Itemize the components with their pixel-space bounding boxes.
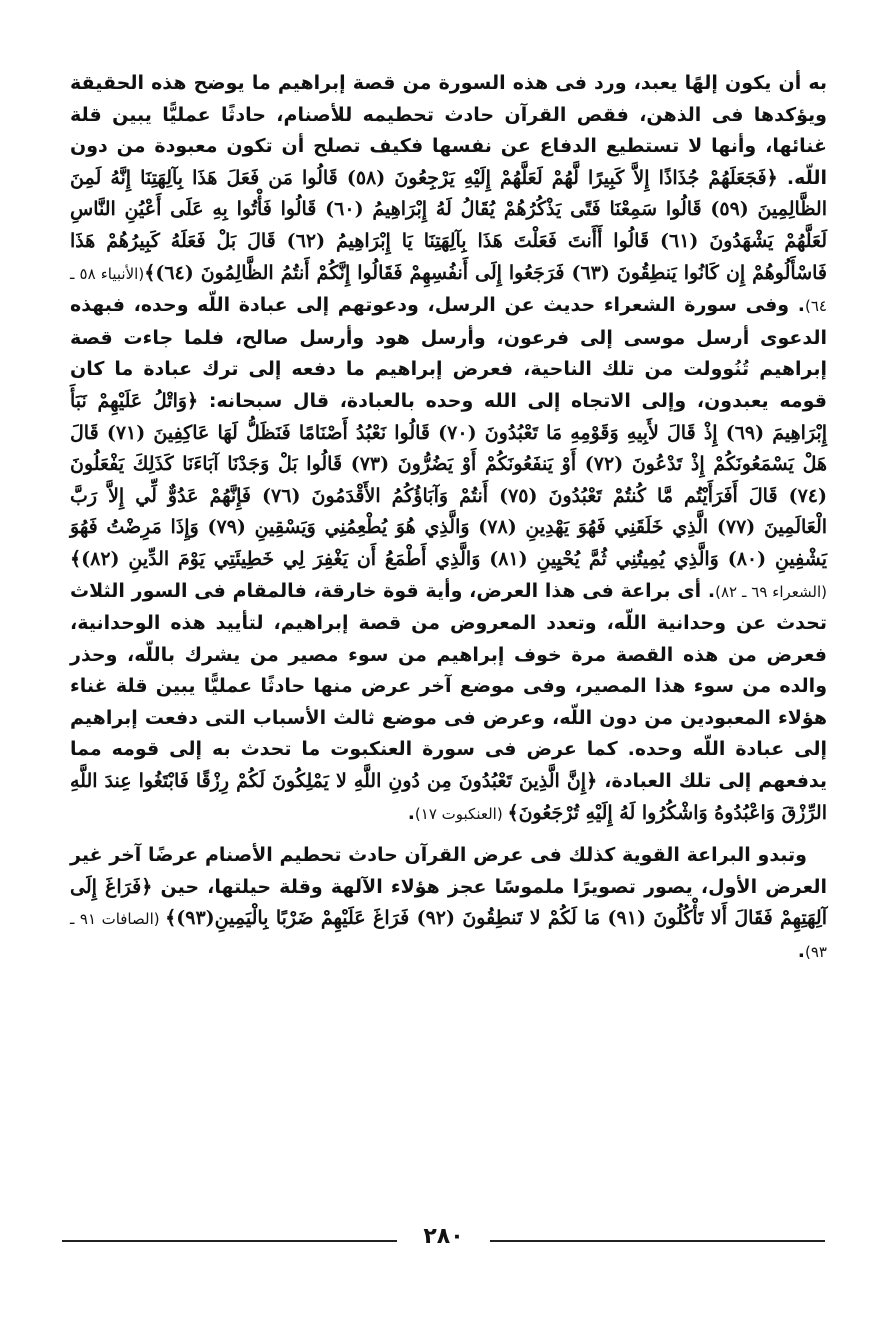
footer-rule-right	[490, 1240, 825, 1242]
page-number: ٢٨٠	[423, 1224, 464, 1249]
paragraph-text: . أى براعة فى هذا العرض، وأية قوة خارقة، فالمقام فى السور الثلاث تحدث عن وحدانية اللّه، وتعدد المعروض من قصة إبراهيم، لتأييد هذه الوحدانية، فعرض من هذه القصة مرة خوف إبراهيم من سوء مصير من يشرك باللّه، وحذر والده من سوء هذا المصير، وفى موضع آخر عرض منها حادثًا عمليًّا يبين قلة غناء هؤلاء المعبودين من دون اللّه، وعرض فى موضع ثالث الأسباب التى دفعت إبراهيم إلى عبادة اللّه وحده. كما عرض فى سورة العنكبوت ما تحدث به إلى قومه مما يدفعهم إلى تلك العبادة،	[70, 579, 827, 793]
verse-reference: (الصافات ٩١ ـ ٩٣)	[70, 910, 827, 962]
footer-rule-left	[62, 1240, 397, 1242]
paragraph-text: به أن يكون إلهًا يعبد، ورد فى هذه السورة من قصة إبراهيم ما يوضح هذه الحقيقة ويؤكدها فى الذهن، فقص القرآن حادث تحطيمه للأصنام، حادثًا عمليًّا يبين قلة غنائها، وأنها لا تستطيع الدفاع عن نفسها فكيف تصلح أن تكون معبودة من دون اللّه.	[70, 72, 828, 189]
quran-verse: ﴿فَرَاغَ إِلَى آلِهَتِهِمْ فَقَالَ أَلا تَأْكُلُونَ (٩١) مَا لَكُمْ لا تَنطِقُونَ (٩٢) فَرَاغَ عَلَيْهِمْ ضَرْبًا بِالْيَمِينِ(٩٣)﴾	[70, 875, 827, 930]
paragraph-text: .	[797, 940, 806, 963]
verse-reference: (الشعراء ٦٩ ـ ٨٢)	[715, 582, 827, 601]
verse-reference: (العنكبوت ١٧)	[414, 804, 508, 823]
paragraph	[70, 68, 827, 830]
paragraph-text: . وفى سورة الشعراء حديث عن الرسل، ودعوتهم إلى عبادة اللّه وحده، فبهذه الدعوى أرسل موسى إلى فرعون، وأرسل هود وأرسل صالح، فلما جاءت قصة إبراهيم تُنُوولت من تلك الناحية، فعرض إبراهيم ما دفعه إلى ترك عبادة ما كان قومه يعبدون، وإلى الاتجاه إلى الله وحده بالعبادة، قال سبحانه:	[70, 294, 827, 412]
paragraph	[70, 840, 827, 968]
paragraph-text: .	[407, 801, 415, 824]
body-text	[70, 68, 827, 969]
quran-verse: ﴿وَاتْلُ عَلَيْهِمْ نَبَأَ إِبْرَاهِيمَ (٦٩) إِذْ قَالَ لأَبِيهِ وَقَوْمِهِ مَا تَعْبُدُونَ (٧٠) قَالُوا نَعْبُدُ أَصْنَامًا فَنَظَلُّ لَهَا عَاكِفِينَ (٧١) قَالَ هَلْ يَسْمَعُونَكُمْ إِذْ تَدْعُونَ (٧٢) أَوْ يَنفَعُونَكُمْ أَوْ يَضُرُّونَ (٧٣) قَالُوا بَلْ وَجَدْنَا آبَاءَنَا كَذَلِكَ يَفْعَلُونَ (٧٤) قَالَ أَفَرَأَيْتُم مَّا كُنتُمْ تَعْبُدُونَ (٧٥) أَنتُمْ وَآبَاؤُكُمُ الأَقْدَمُونَ (٧٦) فَإِنَّهُمْ عَدُوٌّ لِّي إِلاَّ رَبَّ الْعَالَمِينَ (٧٧) الَّذِي خَلَقَنِي فَهُوَ يَهْدِينِ (٧٨) وَالَّذِي هُوَ يُطْعِمُنِي وَيَسْقِينِ (٧٩) وَإِذَا مَرِضْتُ فَهُوَ يَشْفِينِ (٨٠) وَالَّذِي يُمِيتُنِي ثُمَّ يُحْيِينِ (٨١) وَالَّذِي أَطْمَعُ أَن يَغْفِرَ لِي خَطِيئَتِي يَوْمَ الدِّينِ (٨٢)﴾	[70, 389, 828, 570]
quran-verse: ﴿فَجَعَلَهُمْ جُذَاذًا إِلاَّ كَبِيرًا لَّهُمْ لَعَلَّهُمْ إِلَيْهِ يَرْجِعُونَ (٥٨) قَالُوا مَن فَعَلَ هَذَا بِآلِهَتِنَا إِنَّهُ لَمِنَ الظَّالِمِينَ (٥٩) قَالُوا سَمِعْنَا فَتًى يَذْكُرُهُمْ يُقَالُ لَهُ إِبْرَاهِيمُ (٦٠) قَالُوا فَأْتُوا بِهِ عَلَى أَعْيُنِ النَّاسِ لَعَلَّهُمْ يَشْهَدُونَ (٦١) قَالُوا أَأَنتَ فَعَلْتَ هَذَا بِآلِهَتِنَا يَا إِبْرَاهِيمُ (٦٢) قَالَ بَلْ فَعَلَهُ كَبِيرُهُمْ هَذَا فَاسْأَلُوهُمْ إِن كَانُوا يَنطِقُونَ (٦٣) فَرَجَعُوا إِلَى أَنفُسِهِمْ فَقَالُوا إِنَّكُمْ أَنتُمُ الظَّالِمُونَ (٦٤)﴾	[70, 166, 828, 284]
quran-verse: ﴿إِنَّ الَّذِينَ تَعْبُدُونَ مِن دُونِ اللَّهِ لا يَمْلِكُونَ لَكُمْ رِزْقًا فَابْتَغُوا عِندَ اللَّهِ الرِّزْقَ وَاعْبُدُوهُ وَاشْكُرُوا لَهُ إِلَيْهِ تُرْجَعُونَ﴾	[70, 770, 827, 824]
verse-reference: (الأنبياء ٥٨ ـ ٦٤)	[70, 264, 827, 316]
paragraph-text: وتبدو البراعة القوية كذلك فى عرض القرآن حادث تحطيم الأصنام عرضًا آخر غير العرض الأول، يصور تصويرًا ملموسًا عجز هؤلاء الآلهة وقلة حيلتها، حين	[70, 844, 827, 898]
